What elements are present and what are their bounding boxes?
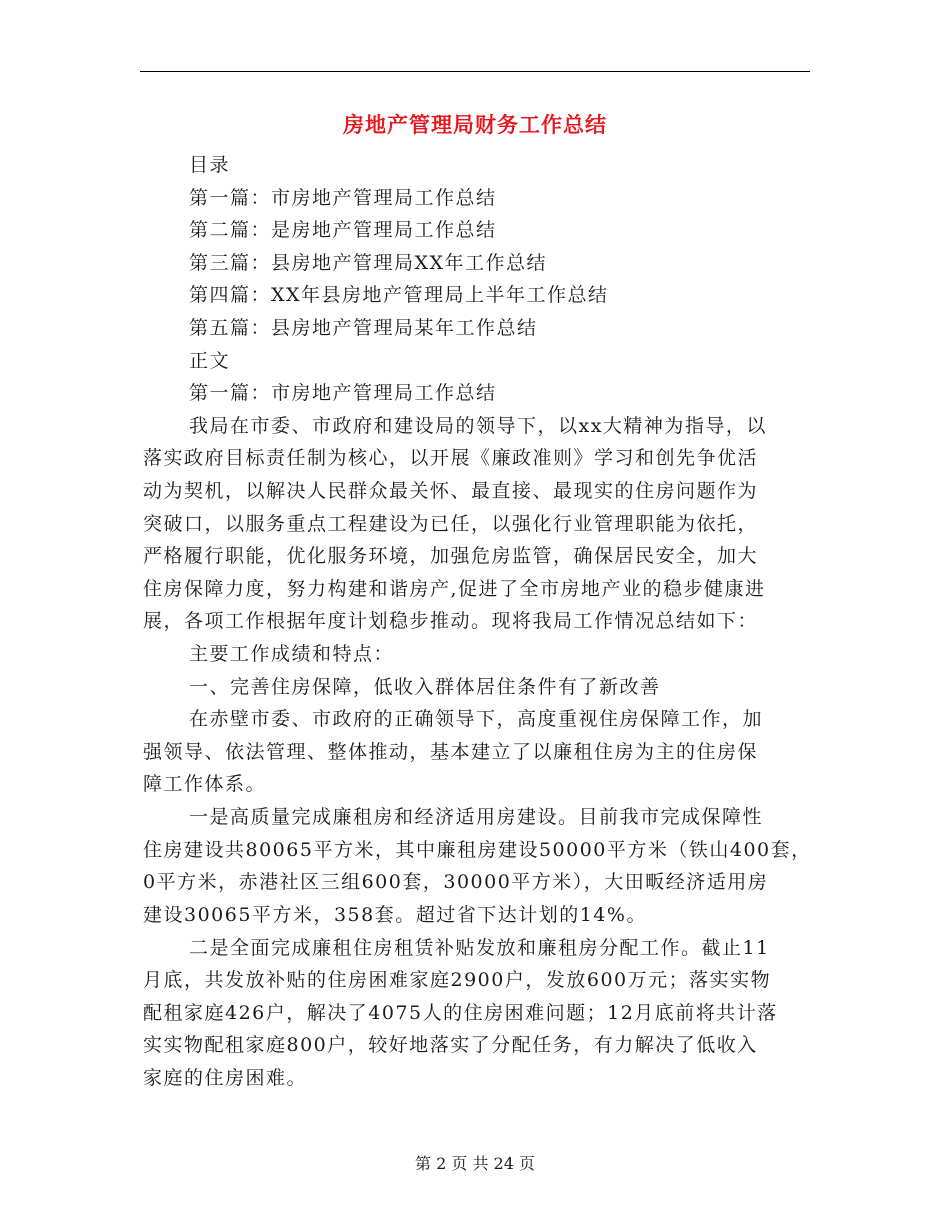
toc-item: 第二篇：是房地产管理局工作总结: [189, 219, 497, 241]
paragraph-line: 建设30065平方米，358套。超过省下达计划的14%。: [143, 904, 647, 926]
paragraph-line: 展，各项工作根据年度计划稳步推动。现将我局工作情况总结如下：: [143, 610, 759, 632]
paragraph-line: 二是全面完成廉租住房租赁补贴发放和廉租房分配工作。截止11: [189, 937, 770, 959]
paragraph-line: 我局在市委、市政府和建设局的领导下，以xx大精神为指导，以: [189, 415, 767, 437]
toc-item: 第五篇：县房地产管理局某年工作总结: [189, 317, 538, 339]
toc-item: 第三篇：县房地产管理局XX年工作总结: [189, 252, 548, 274]
paragraph-line: 突破口，以服务重点工程建设为已任，以强化行业管理职能为依托，: [143, 513, 759, 535]
toc-item: 第四篇：XX年县房地产管理局上半年工作总结: [189, 284, 609, 306]
document-title: 房地产管理局财务工作总结: [343, 112, 607, 137]
paragraph-line: 一是高质量完成廉租房和经济适用房建设。目前我市完成保障性: [189, 806, 764, 828]
toc-item: 第一篇：市房地产管理局工作总结: [189, 187, 497, 209]
paragraph-line: 住房建设共80065平方米，其中廉租房建设50000平方米（铁山400套，: [143, 839, 812, 861]
paragraph-line: 在赤壁市委、市政府的正确领导下，高度重视住房保障工作，加: [189, 708, 764, 730]
page-number: 第 2 页 共 24 页: [415, 1154, 535, 1173]
paragraph-line: 住房保障力度，努力构建和谐房产,促进了全市房地产业的稳步健康进: [143, 578, 766, 600]
paragraph-line: 动为契机，以解决人民群众最关怀、最直接、最现实的住房问题作为: [143, 480, 759, 502]
paragraph-line: 强领导、依法管理、整体推动，基本建立了以廉租住房为主的住房保: [143, 741, 759, 763]
paragraph-line: 家庭的住房困难。: [143, 1067, 308, 1089]
paragraph-line: 障工作体系。: [143, 773, 267, 795]
paragraph-line: 月底，共发放补贴的住房困难家庭2900户，发放600万元；落实实物: [143, 969, 772, 991]
paragraph-line: 落实政府目标责任制为核心，以开展《廉政准则》学习和创先争优活: [143, 447, 759, 469]
header-rule: [140, 71, 810, 72]
toc-heading: 目录: [189, 154, 231, 176]
paragraph-line: 实实物配租家庭800户，较好地落实了分配任务，有力解决了低收入: [143, 1034, 758, 1056]
paragraph-line: 0平方米，赤港社区三组600套，30000平方米），大田畈经济适用房: [143, 871, 769, 893]
section-heading: 主要工作成绩和特点：: [189, 643, 395, 665]
section-heading: 一、完善住房保障，低收入群体居住条件有了新改善: [189, 676, 661, 698]
chapter-heading: 第一篇：市房地产管理局工作总结: [189, 382, 497, 404]
paragraph-line: 配租家庭426户，解决了4075人的住房困难问题；12月底前将共计落: [143, 1002, 778, 1024]
paragraph-line: 严格履行职能，优化服务环境，加强危房监管，确保居民安全，加大: [143, 545, 759, 567]
body-heading: 正文: [189, 350, 231, 372]
